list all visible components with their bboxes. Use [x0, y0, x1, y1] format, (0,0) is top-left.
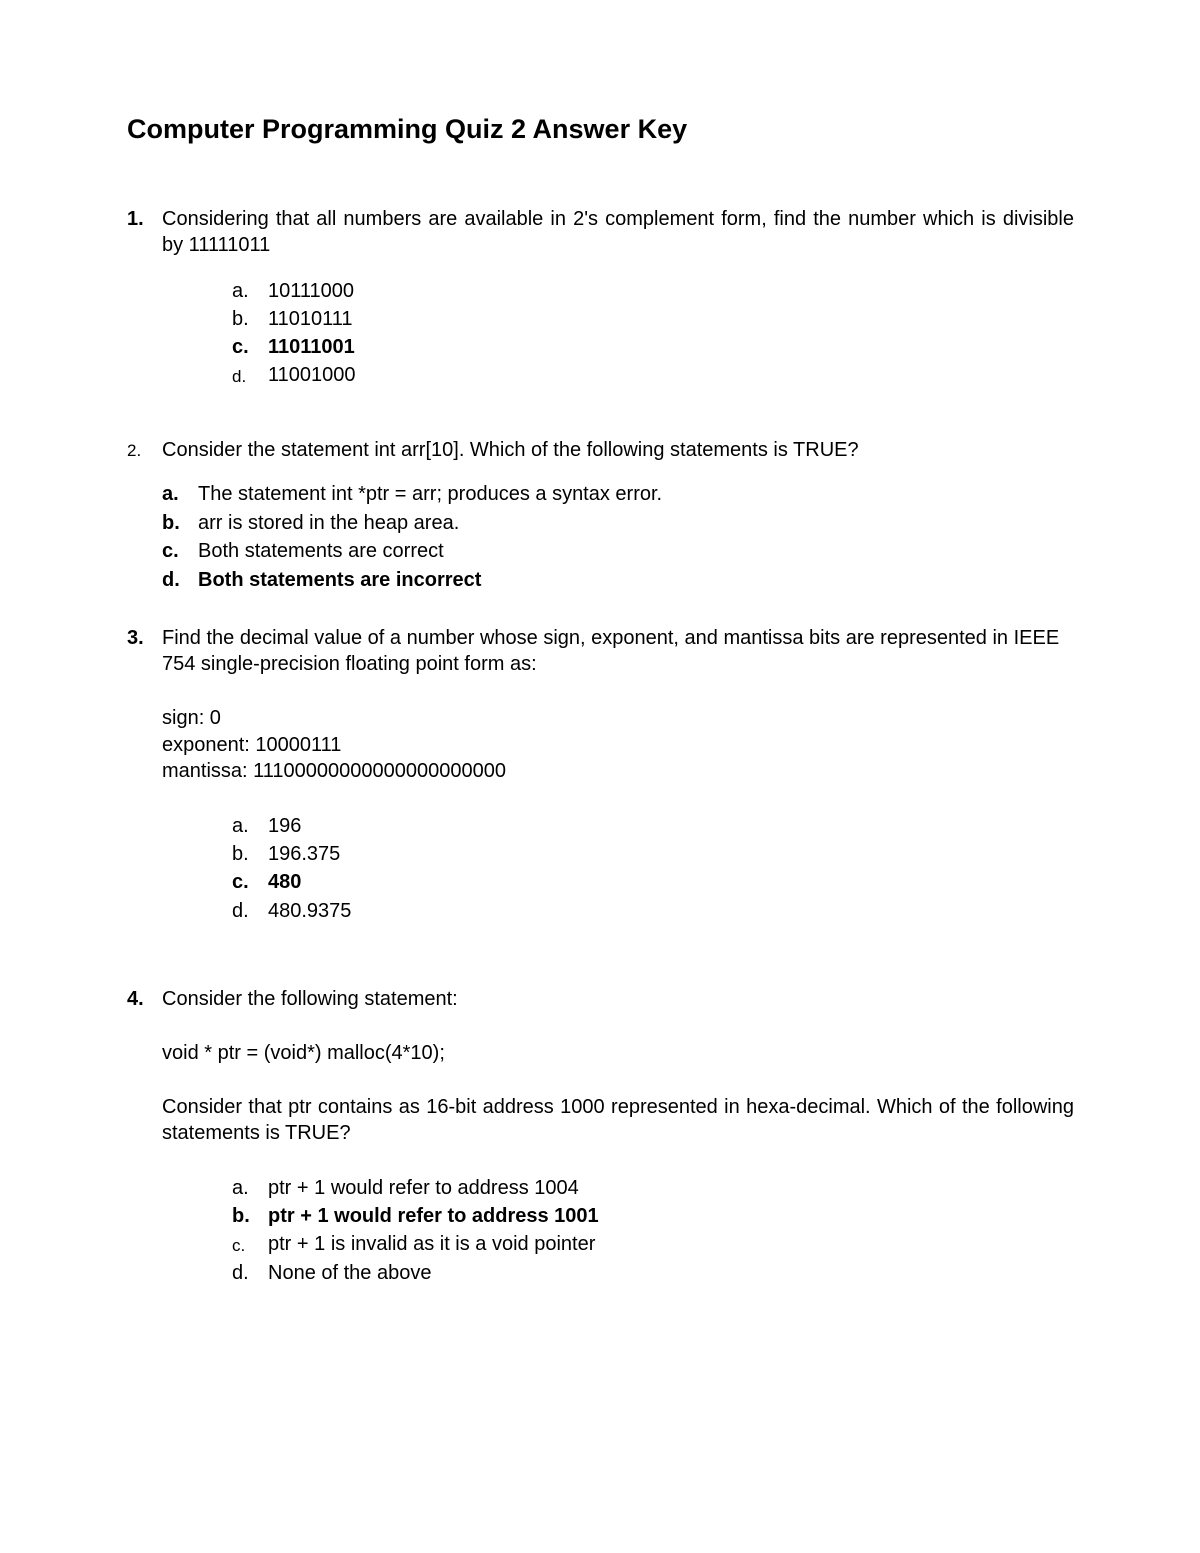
question-4-code: void * ptr = (void*) malloc(4*10);: [162, 1042, 445, 1064]
option-text: 11001000: [268, 364, 356, 386]
question-3-text: Find the decimal value of a number whose sign, exponent, and mantissa bits are represented in IEEE 754 single-precision floating point form as:: [162, 627, 1060, 675]
question-1-text: Considering that all numbers are available in 2's complement form, find the number which is divisible by 11111011: [162, 208, 1074, 256]
question-4-followup: Consider that ptr contains as 16-bit address 1000 represented in hexa-decimal. Which of the following statements is TRUE?: [162, 1096, 1074, 1144]
question-1-number: 1.: [127, 208, 144, 230]
option-label: d.: [232, 367, 247, 386]
option-text: Both statements are incorrect: [198, 569, 482, 591]
option-text: 11010111: [268, 308, 353, 330]
option-text: 10111000: [268, 280, 355, 302]
option-label: d.: [232, 1262, 249, 1284]
option-text: arr is stored in the heap area.: [198, 512, 460, 534]
option-text: The statement int *ptr = arr; produces a syntax error.: [198, 483, 663, 505]
question-2-number: 2.: [127, 441, 142, 460]
question-4-text: Consider the following statement:: [162, 988, 458, 1010]
option-text: 480: [268, 871, 302, 893]
option-label: b.: [232, 1205, 250, 1227]
question-3-exponent: exponent: 10000111: [162, 734, 342, 756]
option-text: 196: [268, 815, 302, 837]
option-label: b.: [232, 308, 249, 330]
option-text: None of the above: [268, 1262, 432, 1284]
option-label: c.: [162, 540, 179, 562]
option-label: a.: [162, 483, 179, 505]
option-text: 196.375: [268, 843, 341, 865]
option-label: d.: [232, 900, 249, 922]
option-text: ptr + 1 is invalid as it is a void pointer: [268, 1233, 596, 1255]
option-text: 11011001: [268, 336, 355, 358]
option-text: 480.9375: [268, 900, 352, 922]
option-label: b.: [232, 843, 249, 865]
option-label: b.: [162, 512, 180, 534]
option-text: ptr + 1 would refer to address 1004: [268, 1177, 579, 1199]
question-3-number: 3.: [127, 627, 144, 649]
question-4-number: 4.: [127, 988, 144, 1010]
option-label: c.: [232, 336, 249, 358]
option-label: c.: [232, 1236, 246, 1255]
option-label: c.: [232, 871, 249, 893]
option-text: ptr + 1 would refer to address 1001: [268, 1205, 599, 1227]
question-3-mantissa: mantissa: 11100000000000000000000: [162, 760, 507, 782]
option-label: d.: [162, 569, 180, 591]
option-label: a.: [232, 1177, 249, 1199]
option-text: Both statements are correct: [198, 540, 444, 562]
page-title: Computer Programming Quiz 2 Answer Key: [127, 114, 688, 144]
question-2-text: Consider the statement int arr[10]. Which of the following statements is TRUE?: [162, 439, 859, 461]
question-3-sign: sign: 0: [162, 707, 221, 729]
option-label: a.: [232, 280, 249, 302]
option-label: a.: [232, 815, 249, 837]
